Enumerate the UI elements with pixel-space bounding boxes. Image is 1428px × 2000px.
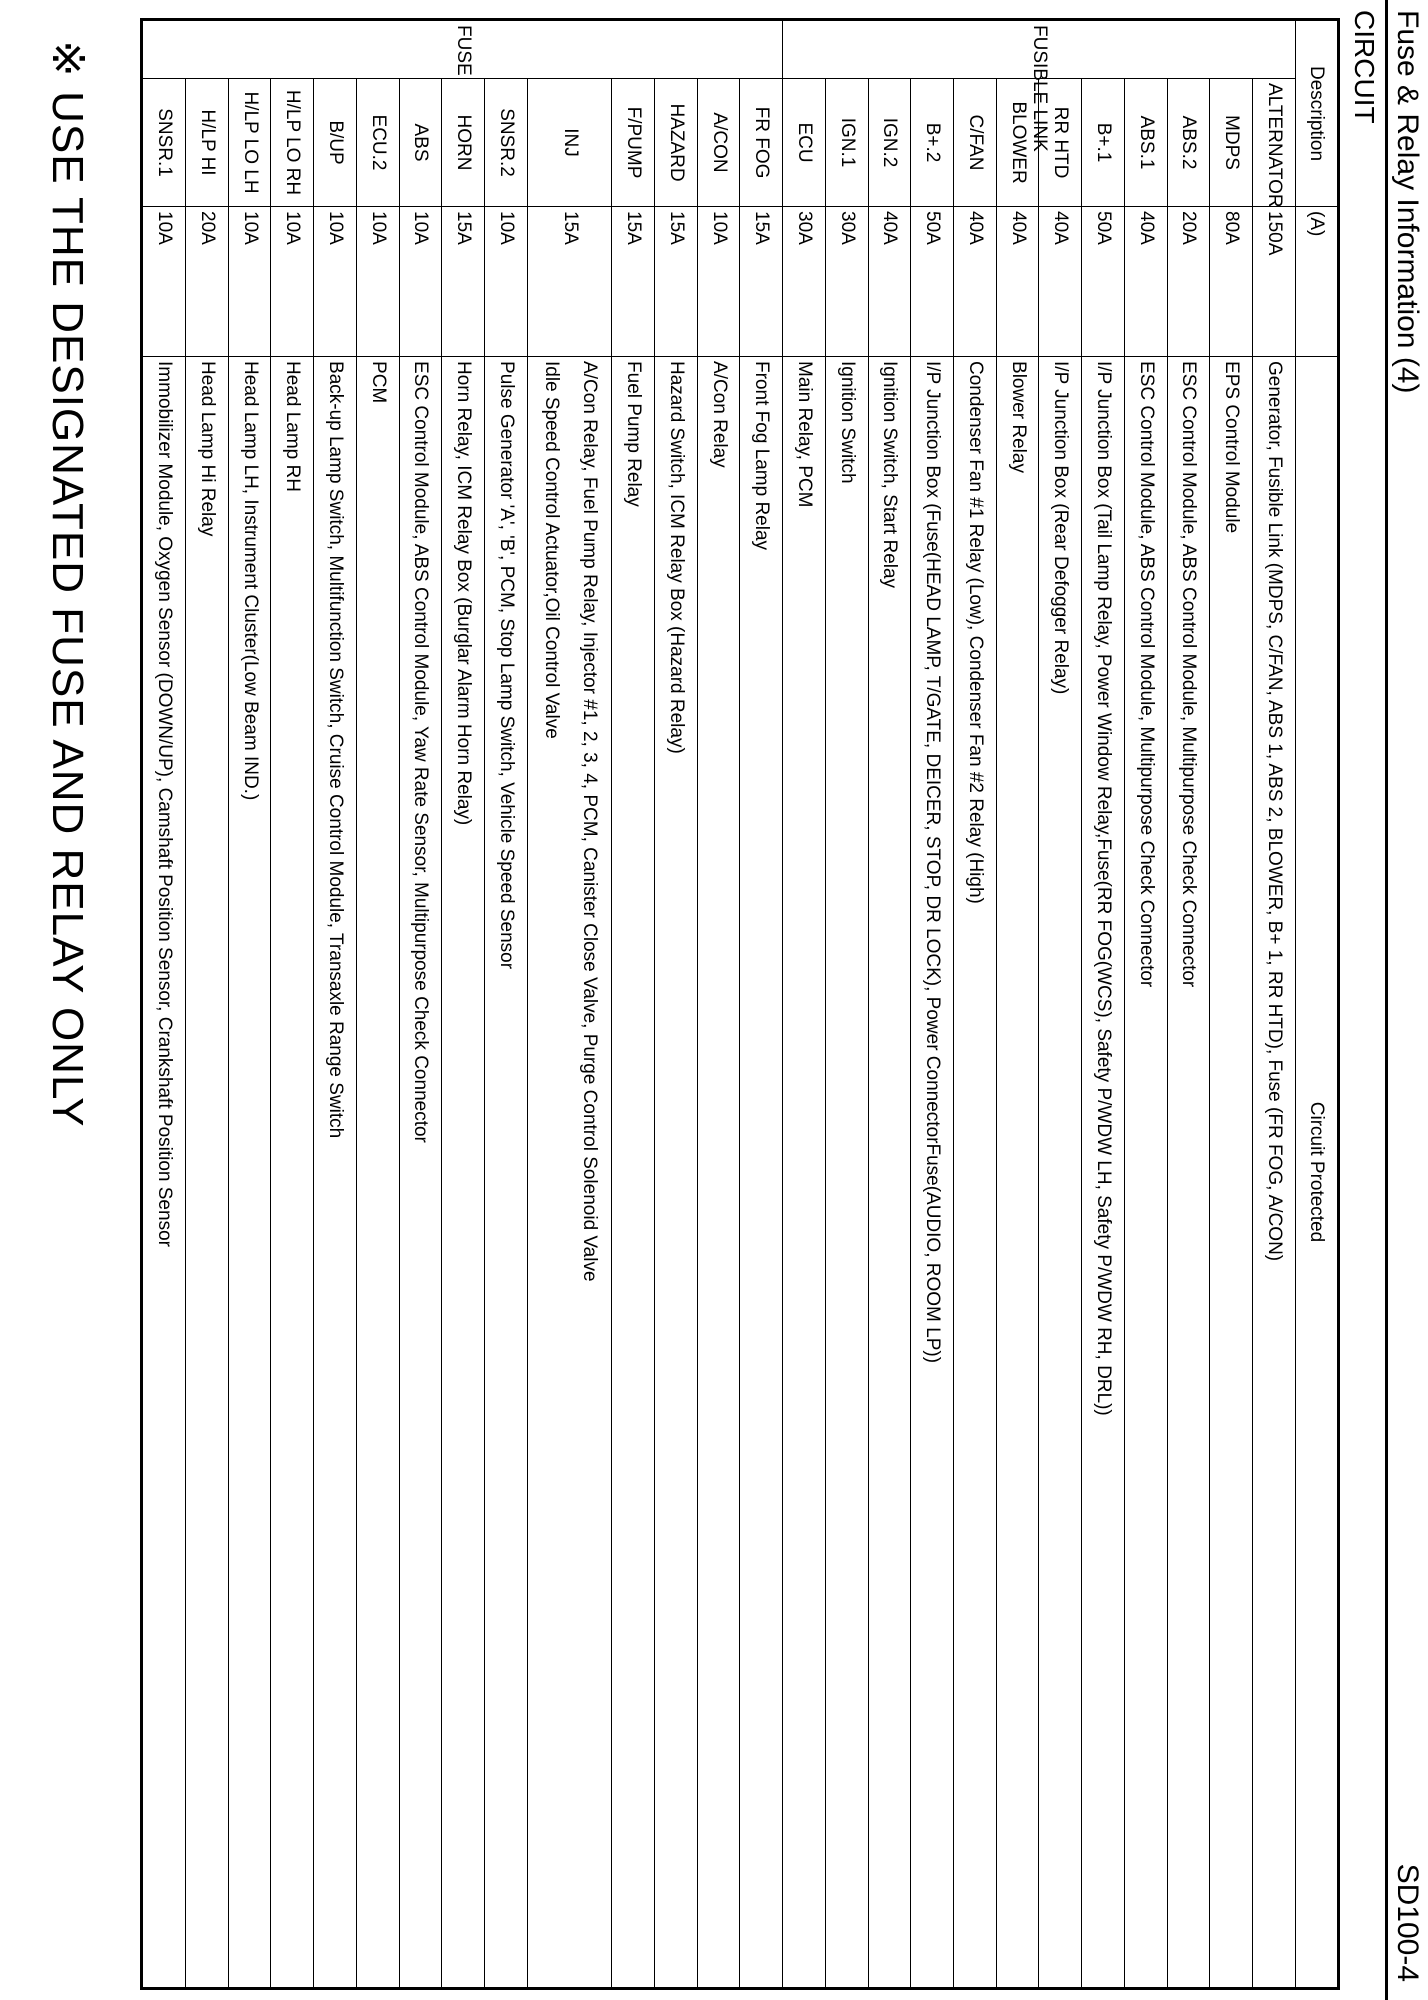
fuse-name: C/FAN [954, 79, 997, 207]
table-row [697, 21, 740, 1988]
fuse-amperage: 10A [399, 207, 442, 357]
fuse-amperage: 10A [484, 207, 527, 357]
table-row [228, 21, 271, 1988]
fuse-name: H/LP HI [186, 79, 229, 207]
header-divider [1385, 0, 1388, 2000]
fuse-amperage: 20A [1167, 207, 1210, 357]
circuit-text: ESC Control Module, ABS Control Module, Multipurpose Check Connector [1178, 361, 1200, 988]
fuse-amperage: 10A [143, 207, 186, 357]
circuit-text: Immobilizer Module, Oxygen Sensor (DOWN/UP), Camshaft Position Sensor, Crankshaft Position Sensor [154, 361, 176, 1247]
circuit-protected [868, 357, 911, 1988]
circuit-text: Pulse Generator 'A', 'B', PCM, Stop Lamp Switch, Vehicle Speed Sensor [495, 361, 517, 970]
table-header-row [1295, 21, 1337, 1988]
fuse-amperage: 10A [228, 207, 271, 357]
circuit-protected [825, 357, 868, 1988]
table-row [1124, 21, 1167, 1988]
fuse-name: ECU.2 [356, 79, 399, 207]
table-row [825, 21, 868, 1988]
fuse-name: SNSR.1 [143, 79, 186, 207]
circuit-protected [740, 357, 783, 1988]
circuit-protected [399, 357, 442, 1988]
circuit-protected [484, 357, 527, 1988]
circuit-text: Back-up Lamp Switch, Multifunction Switch, Cruise Control Module, Transaxle Range Switch [324, 361, 346, 1139]
fuse-amperage: 15A [740, 207, 783, 357]
table-row [271, 21, 314, 1988]
table-row [954, 21, 997, 1988]
circuit-protected [612, 357, 655, 1988]
circuit-text: A/Con Relay, Fuel Pump Relay, Injector #1, 2, 3, 4, PCM, Canister Close Valve, Purge Control Solenoid Valve [578, 361, 600, 1282]
fuse-amperage: 15A [655, 207, 698, 357]
fuse-name: H/LP LO RH [271, 79, 314, 207]
table-row [314, 21, 357, 1988]
circuit-protected [356, 357, 399, 1988]
fuse-name: IGN.2 [868, 79, 911, 207]
fuse-name: INJ [527, 79, 612, 207]
section-label: CIRCUIT [1349, 10, 1380, 124]
circuit-protected [911, 357, 954, 1988]
fuse-name: B+.1 [1082, 79, 1125, 207]
circuit-text: ESC Control Module, ABS Control Module, Multipurpose Check Connector [1135, 361, 1157, 988]
fuse-amperage: 10A [271, 207, 314, 357]
fuse-amperage: 50A [1082, 207, 1125, 357]
table-row [356, 21, 399, 1988]
fuse-amperage: 80A [1210, 207, 1253, 357]
circuit-text: PCM [367, 361, 389, 404]
table-row [655, 21, 698, 1988]
table-row [1252, 21, 1295, 1988]
fuse-name: IGN.1 [825, 79, 868, 207]
circuit-protected [1039, 357, 1082, 1988]
table-row [911, 21, 954, 1988]
circuit-text: EPS Control Module [1221, 361, 1243, 534]
circuit-protected [996, 357, 1039, 1988]
circuit-protected [1082, 357, 1125, 1988]
table-row [612, 21, 655, 1988]
circuit-text: I/P Junction Box (Fuse(HEAD LAMP, T/GATE, DEICER, STOP, DR LOCK), Power ConnectorFuse(AUDIO, ROOM LP)) [922, 361, 944, 1364]
fuse-name: A/CON [697, 79, 740, 207]
fuse-name: HORN [442, 79, 485, 207]
group-label-fusible-link: FUSIBLE LINK [783, 21, 1295, 79]
circuit-text: Fuel Pump Relay [623, 361, 645, 507]
fuse-amperage: 40A [1124, 207, 1167, 357]
fuse-amperage: 10A [314, 207, 357, 357]
page-title: Fuse & Relay Information (4) [1391, 10, 1424, 394]
fuse-name: HAZARD [655, 79, 698, 207]
circuit-text: Ignition Switch [836, 361, 858, 484]
table-row [399, 21, 442, 1988]
circuit-text: Head Lamp Hi Relay [196, 361, 218, 537]
fuse-relay-table [142, 20, 1338, 1988]
circuit-protected [1124, 357, 1167, 1988]
table-row [527, 21, 612, 1988]
circuit-text: Condenser Fan #1 Relay (Low), Condenser Fan #2 Relay (High) [964, 361, 986, 904]
circuit-protected [228, 357, 271, 1988]
table-row [1082, 21, 1125, 1988]
fuse-name: SNSR.2 [484, 79, 527, 207]
fuse-amperage: 40A [1039, 207, 1082, 357]
circuit-text: Hazard Switch, ICM Relay Box (Hazard Relay) [665, 361, 687, 754]
fuse-amperage: 15A [527, 207, 612, 357]
circuit-protected [1167, 357, 1210, 1988]
fuse-name: B/UP [314, 79, 357, 207]
table-row [143, 21, 186, 1988]
table-row [442, 21, 485, 1988]
table-row [1210, 21, 1253, 1988]
fuse-name: MDPS [1210, 79, 1253, 207]
circuit-protected [954, 357, 997, 1988]
fuse-amperage: 40A [868, 207, 911, 357]
fuse-amperage: 40A [996, 207, 1039, 357]
fuse-amperage: 30A [783, 207, 826, 357]
table-row [484, 21, 527, 1988]
circuit-text: Generator, Fusible Link (MDPS, C/FAN, ABS 1, ABS 2, BLOWER, B+ 1, RR HTD), Fuse (FR FOG, A/CON) [1263, 361, 1285, 1262]
fuse-amperage: 15A [612, 207, 655, 357]
fuse-name: ECU [783, 79, 826, 207]
column-header-circuit: Circuit Protected [1295, 357, 1337, 1988]
circuit-protected [143, 357, 186, 1988]
fuse-table-frame [140, 18, 1340, 1990]
circuit-text: Ignition Switch, Start Relay [879, 361, 901, 589]
column-header-description: Description [1295, 21, 1337, 207]
circuit-text: Head Lamp LH, Instrument Cluster(Low Beam IND.) [239, 361, 261, 801]
fuse-amperage: 30A [825, 207, 868, 357]
column-header-amp: (A) [1295, 207, 1337, 357]
circuit-text: I/P Junction Box (Rear Defogger Relay) [1050, 361, 1072, 695]
fuse-name: H/LP LO LH [228, 79, 271, 207]
circuit-protected [271, 357, 314, 1988]
circuit-text: Head Lamp RH [282, 361, 304, 492]
fuse-amperage: 20A [186, 207, 229, 357]
fuse-amperage: 10A [697, 207, 740, 357]
fuse-amperage: 150A [1252, 207, 1295, 357]
fuse-name: BLOWER [996, 79, 1039, 207]
circuit-protected [527, 357, 612, 1988]
circuit-text: Front Fog Lamp Relay [751, 361, 773, 551]
fuse-amperage: 15A [442, 207, 485, 357]
table-row [868, 21, 911, 1988]
circuit-text: ESC Control Module, ABS Control Module, Yaw Rate Sensor, Multipurpose Check Connector [410, 361, 432, 1143]
circuit-protected [186, 357, 229, 1988]
circuit-protected [697, 357, 740, 1988]
circuit-protected [1252, 357, 1295, 1988]
fuse-name: ALTERNATOR [1252, 79, 1295, 207]
fuse-name: RR HTD [1039, 79, 1082, 207]
table-row [1039, 21, 1082, 1988]
circuit-text: I/P Junction Box (Tail Lamp Relay, Power Window Relay,Fuse(RR FOG(WCS), Safety P/WDW LH, Safety P/WDW RH, DRL)) [1092, 361, 1114, 1416]
table-row [1167, 21, 1210, 1988]
fuse-amperage: 50A [911, 207, 954, 357]
fuse-name: ABS.1 [1124, 79, 1167, 207]
circuit-text: A/Con Relay [708, 361, 730, 468]
table-row [996, 21, 1039, 1988]
circuit-protected [655, 357, 698, 1988]
fuse-name: ABS.2 [1167, 79, 1210, 207]
fuse-amperage: 10A [356, 207, 399, 357]
warning-note: ※ USE THE DESIGNATED FUSE AND RELAY ONLY [43, 40, 92, 1128]
circuit-text: Main Relay, PCM [794, 361, 816, 508]
circuit-text: Horn Relay, ICM Relay Box (Burglar Alarm Horn Relay) [453, 361, 475, 826]
circuit-protected [314, 357, 357, 1988]
circuit-protected [1210, 357, 1253, 1988]
fuse-name: F/PUMP [612, 79, 655, 207]
fuse-name: ABS [399, 79, 442, 207]
circuit-text: Blower Relay [1007, 361, 1029, 473]
document-code: SD100-4 [1391, 1863, 1424, 1982]
fuse-name: FR FOG [740, 79, 783, 207]
table-row [740, 21, 783, 1988]
group-label-fuse: FUSE [143, 21, 783, 79]
table-row [186, 21, 229, 1988]
table-row [783, 21, 826, 1988]
circuit-protected [442, 357, 485, 1988]
fuse-name: B+.2 [911, 79, 954, 207]
circuit-text-line2: Idle Speed Control Actuator,Oil Control Valve [540, 361, 562, 739]
fuse-amperage: 40A [954, 207, 997, 357]
circuit-protected [783, 357, 826, 1988]
